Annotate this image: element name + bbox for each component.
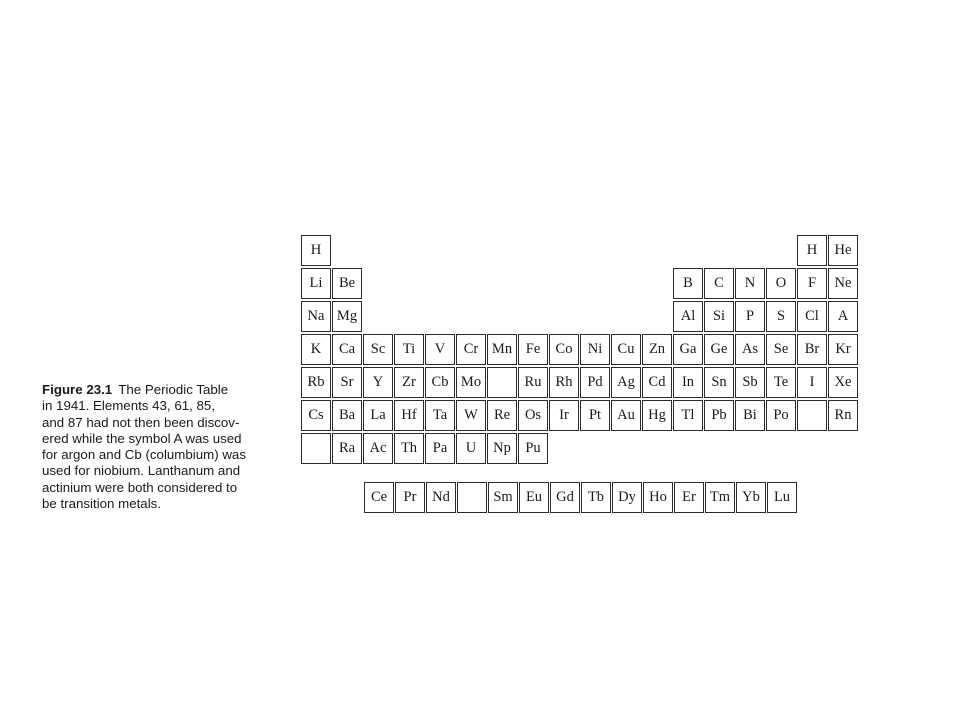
element-cell: As <box>735 334 765 365</box>
element-cell: Rb <box>301 367 331 398</box>
element-cell: Cr <box>456 334 486 365</box>
empty-element-cell <box>797 400 827 431</box>
element-cell: U <box>456 433 486 464</box>
element-cell: Ca <box>332 334 362 365</box>
element-cell: Se <box>766 334 796 365</box>
rare-earth-cell: Gd <box>550 482 580 513</box>
element-cell: Co <box>549 334 579 365</box>
element-cell: C <box>704 268 734 299</box>
element-cell: Pa <box>425 433 455 464</box>
element-cell: V <box>425 334 455 365</box>
element-cell: He <box>828 235 858 266</box>
element-cell: P <box>735 301 765 332</box>
element-cell: Fe <box>518 334 548 365</box>
rare-earth-cell: Eu <box>519 482 549 513</box>
element-cell: Pu <box>518 433 548 464</box>
element-cell: Sb <box>735 367 765 398</box>
element-cell: A <box>828 301 858 332</box>
rare-earth-cell: Tb <box>581 482 611 513</box>
element-cell: Sc <box>363 334 393 365</box>
empty-element-cell <box>487 367 517 398</box>
rare-earth-cell: Pr <box>395 482 425 513</box>
element-cell: Pt <box>580 400 610 431</box>
figure-label: Figure 23.1 <box>42 382 113 397</box>
element-cell: K <box>301 334 331 365</box>
element-cell: Zr <box>394 367 424 398</box>
caption-line: be transition metals. <box>42 496 161 512</box>
element-cell: Os <box>518 400 548 431</box>
element-cell: Mn <box>487 334 517 365</box>
element-cell: Mo <box>456 367 486 398</box>
element-cell: H <box>301 235 331 266</box>
element-cell: Hf <box>394 400 424 431</box>
element-cell: Ag <box>611 367 641 398</box>
caption-line: actinium were both considered to <box>42 479 238 495</box>
element-cell: Bi <box>735 400 765 431</box>
caption-line: used for niobium. Lanthanum and <box>42 463 241 479</box>
element-cell: N <box>735 268 765 299</box>
element-cell: Si <box>704 301 734 332</box>
element-cell: Sn <box>704 367 734 398</box>
caption-line: and 87 had not then been discov- <box>42 414 240 430</box>
element-cell: Ti <box>394 334 424 365</box>
element-cell: Rh <box>549 367 579 398</box>
element-cell: Cb <box>425 367 455 398</box>
element-cell: I <box>797 367 827 398</box>
element-cell: Li <box>301 268 331 299</box>
element-cell: Au <box>611 400 641 431</box>
rare-earth-cell: Er <box>674 482 704 513</box>
element-cell: Y <box>363 367 393 398</box>
element-cell: S <box>766 301 796 332</box>
element-cell: Ra <box>332 433 362 464</box>
element-cell: Ir <box>549 400 579 431</box>
element-cell: Pd <box>580 367 610 398</box>
element-cell: Kr <box>828 334 858 365</box>
element-cell: Tl <box>673 400 703 431</box>
element-cell: Ni <box>580 334 610 365</box>
rare-earth-cell: Lu <box>767 482 797 513</box>
element-cell: Po <box>766 400 796 431</box>
rare-earth-cell: Dy <box>612 482 642 513</box>
element-cell: Sr <box>332 367 362 398</box>
element-cell: Ta <box>425 400 455 431</box>
caption-line: ered while the symbol A was used <box>42 430 242 446</box>
element-cell: La <box>363 400 393 431</box>
element-cell: Ac <box>363 433 393 464</box>
element-cell: H <box>797 235 827 266</box>
element-cell: Th <box>394 433 424 464</box>
element-cell: O <box>766 268 796 299</box>
element-cell: Zn <box>642 334 672 365</box>
element-cell: Cu <box>611 334 641 365</box>
element-cell: Te <box>766 367 796 398</box>
element-cell: Re <box>487 400 517 431</box>
element-cell: W <box>456 400 486 431</box>
element-cell: Cl <box>797 301 827 332</box>
element-cell: Np <box>487 433 517 464</box>
caption-line: The Periodic Table <box>118 382 229 397</box>
element-cell: Ge <box>704 334 734 365</box>
element-cell: B <box>673 268 703 299</box>
element-cell: Rn <box>828 400 858 431</box>
caption-line: for argon and Cb (columbium) was <box>42 447 246 463</box>
element-cell: In <box>673 367 703 398</box>
element-cell: Xe <box>828 367 858 398</box>
element-cell: Ru <box>518 367 548 398</box>
element-cell: Mg <box>332 301 362 332</box>
caption-first-line <box>42 382 292 398</box>
element-cell: Pb <box>704 400 734 431</box>
rare-earth-cell: Ce <box>364 482 394 513</box>
rare-earth-cell: Ho <box>643 482 673 513</box>
rare-earth-cell: Tm <box>705 482 735 513</box>
element-cell: Na <box>301 301 331 332</box>
element-cell: Br <box>797 334 827 365</box>
figure-caption <box>42 382 292 512</box>
element-cell: Al <box>673 301 703 332</box>
rare-earth-cell: Yb <box>736 482 766 513</box>
element-cell: Ba <box>332 400 362 431</box>
element-cell: F <box>797 268 827 299</box>
empty-rare-earth-cell <box>457 482 487 513</box>
rare-earth-cell: Nd <box>426 482 456 513</box>
caption-line: in 1941. Elements 43, 61, 85, <box>42 398 215 414</box>
element-cell: Ga <box>673 334 703 365</box>
element-cell: Be <box>332 268 362 299</box>
empty-element-cell <box>301 433 331 464</box>
element-cell: Hg <box>642 400 672 431</box>
rare-earth-cell: Sm <box>488 482 518 513</box>
element-cell: Cs <box>301 400 331 431</box>
element-cell: Cd <box>642 367 672 398</box>
element-cell: Ne <box>828 268 858 299</box>
